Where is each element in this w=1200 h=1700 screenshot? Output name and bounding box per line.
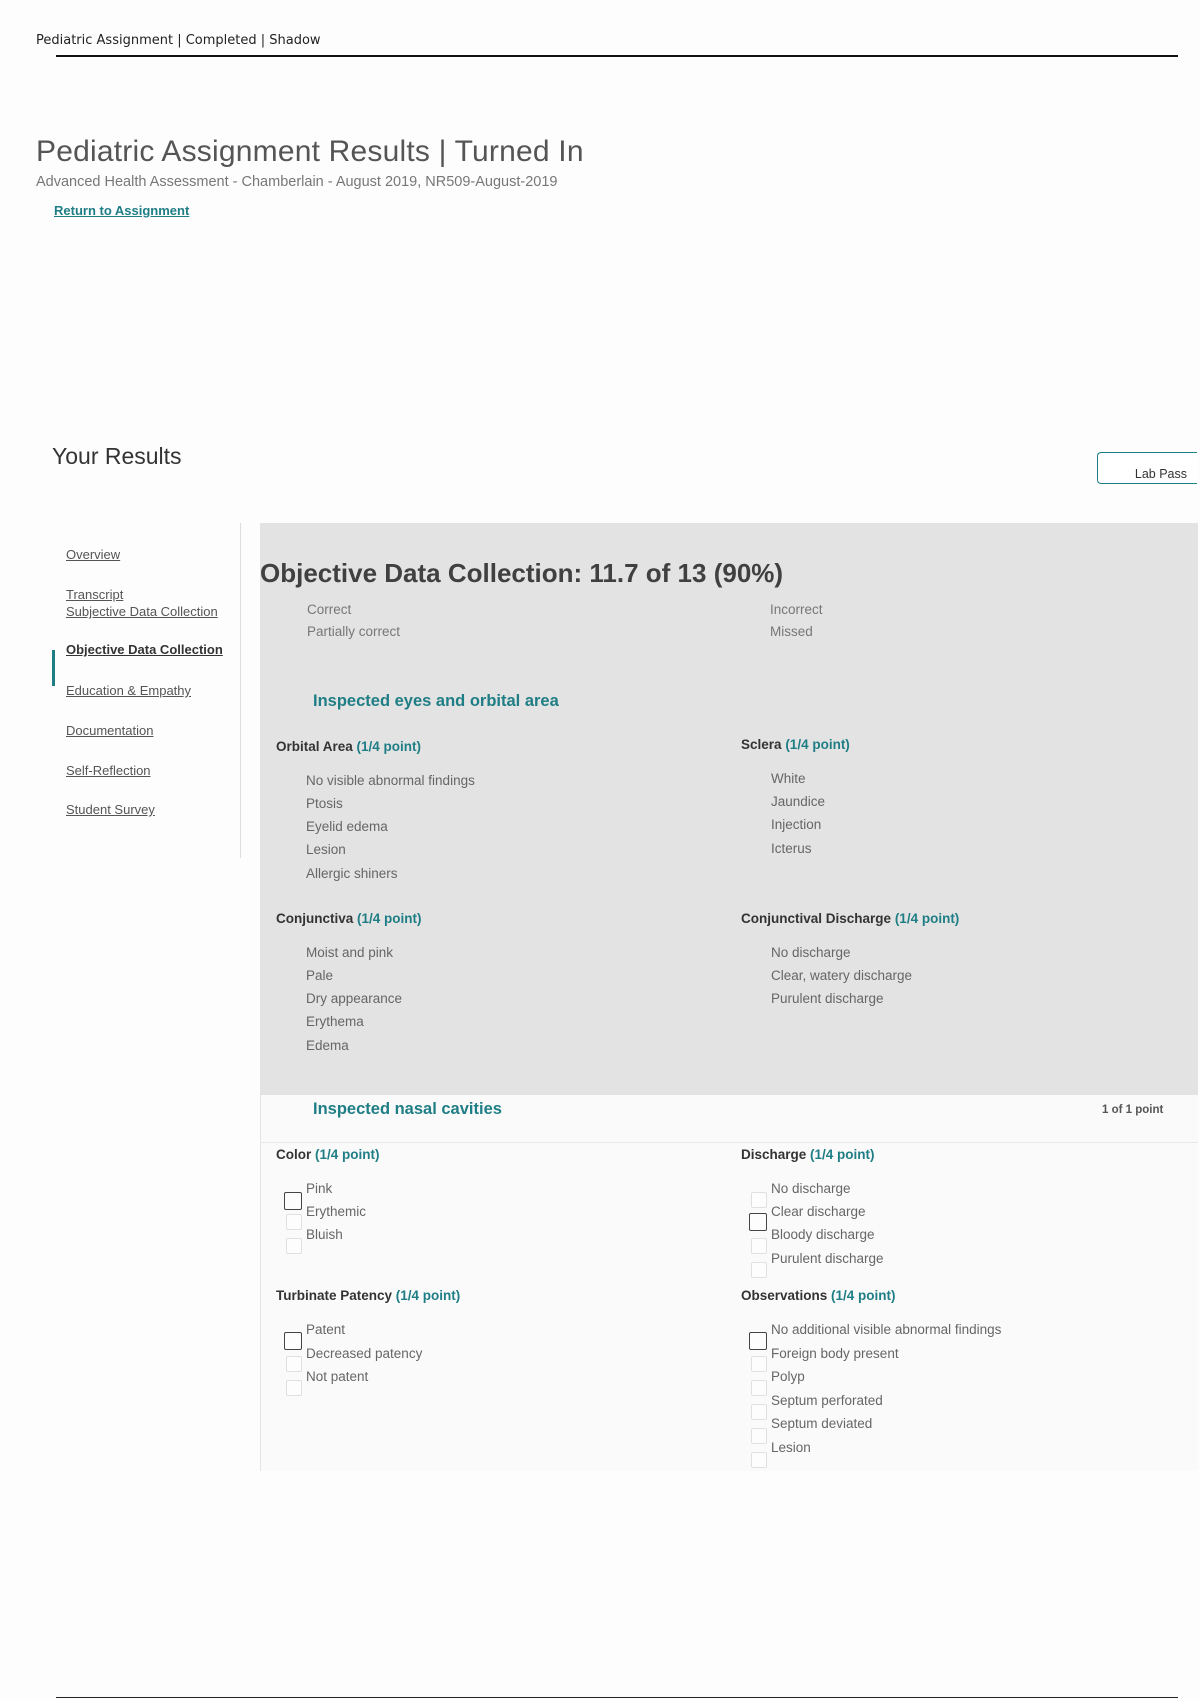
option-item: No discharge <box>771 1181 851 1196</box>
group-name: Observations <box>741 1288 828 1303</box>
checkbox[interactable] <box>751 1262 767 1278</box>
group-points: (1/4 point) <box>831 1288 896 1303</box>
group-name: Orbital Area <box>276 739 353 754</box>
option-item: Pink <box>306 1181 333 1196</box>
section-score: 1 of 1 point <box>1102 1104 1164 1116</box>
sidebar-item-student-survey[interactable]: Student Survey <box>66 802 155 817</box>
group-title-observations <box>741 1288 896 1303</box>
legend-missed: Missed <box>770 624 813 639</box>
group-points: (1/4 point) <box>315 1147 380 1162</box>
header-rule <box>56 55 1178 57</box>
sidebar-divider <box>240 523 241 858</box>
section-heading-nasal: Inspected nasal cavities <box>313 1100 502 1118</box>
group-name: Discharge <box>741 1147 807 1162</box>
checkbox[interactable] <box>751 1238 767 1254</box>
option-item: Erythemic <box>306 1204 367 1219</box>
group-name: Sclera <box>741 737 782 752</box>
option-item: Edema <box>306 1038 349 1053</box>
option-item: Icterus <box>771 841 812 856</box>
sidebar-item-self-reflection[interactable]: Self-Reflection <box>66 763 151 778</box>
option-item: Clear, watery discharge <box>771 968 913 983</box>
results-panel-lower <box>260 1095 1198 1471</box>
checkbox[interactable] <box>286 1356 302 1372</box>
option-item: No discharge <box>771 945 851 960</box>
option-item: No additional visible abnormal findings <box>771 1322 1002 1337</box>
checkbox[interactable] <box>751 1380 767 1396</box>
group-points: (1/4 point) <box>785 737 850 752</box>
option-item: No visible abnormal findings <box>306 773 475 788</box>
checkbox[interactable] <box>284 1192 302 1210</box>
print-header: Pediatric Assignment | Completed | Shadow <box>36 33 321 48</box>
group-points: (1/4 point) <box>894 911 960 926</box>
checkbox[interactable] <box>284 1332 302 1350</box>
group-title-discharge <box>741 1147 875 1162</box>
sidebar-item-documentation[interactable]: Documentation <box>66 723 154 738</box>
option-item: Purulent discharge <box>771 1251 884 1266</box>
checkbox[interactable] <box>751 1404 767 1420</box>
score-title: Objective Data Collection: 11.7 of 13 (90%) <box>260 558 784 588</box>
option-item: Eyelid edema <box>306 819 388 834</box>
checkbox[interactable] <box>749 1213 767 1231</box>
option-item: Polyp <box>771 1369 805 1384</box>
option-item: Erythema <box>306 1014 364 1029</box>
group-name: Conjunctiva <box>276 911 354 926</box>
sidebar-item-objective-data[interactable]: Objective Data Collection <box>66 642 223 657</box>
group-title-orbital-area <box>276 739 421 754</box>
results-heading: Your Results <box>52 443 182 469</box>
page-title: Pediatric Assignment Results | Turned In <box>36 135 584 168</box>
option-item: Septum deviated <box>771 1416 873 1431</box>
legend-partially-correct: Partially correct <box>307 624 401 639</box>
results-panel <box>260 523 1198 1095</box>
group-name: Color <box>276 1147 312 1162</box>
option-item: Lesion <box>771 1440 811 1455</box>
sidebar-item-subjective-data[interactable]: Subjective Data Collection <box>66 604 218 619</box>
sidebar-item-education-empathy[interactable]: Education & Empathy <box>66 683 192 698</box>
checkbox[interactable] <box>286 1238 302 1254</box>
checkbox[interactable] <box>751 1452 767 1468</box>
section-divider <box>260 1142 1198 1143</box>
return-to-assignment-link[interactable]: Return to Assignment <box>54 203 190 218</box>
course-subtitle: Advanced Health Assessment - Chamberlain - August 2019, NR509-August-2019 <box>36 174 558 190</box>
option-item: Bluish <box>306 1227 343 1242</box>
group-points: (1/4 point) <box>810 1147 875 1162</box>
sidebar-item-transcript[interactable]: Transcript <box>66 587 124 602</box>
checkbox[interactable] <box>751 1356 767 1372</box>
option-item: Patent <box>306 1322 346 1337</box>
footer-rule <box>56 1697 1178 1698</box>
checkbox[interactable] <box>749 1332 767 1350</box>
option-item: Dry appearance <box>306 991 403 1006</box>
legend-correct: Correct <box>307 602 352 617</box>
group-name: Conjunctival Discharge <box>741 911 892 926</box>
group-points: (1/4 point) <box>357 911 422 926</box>
checkbox[interactable] <box>751 1428 767 1444</box>
option-item: Not patent <box>306 1369 369 1384</box>
sidebar-item-overview[interactable]: Overview <box>66 547 121 562</box>
group-points: (1/4 point) <box>395 1288 461 1303</box>
option-item: Pale <box>306 968 334 983</box>
lab-pass-button[interactable]: Lab Pass <box>1097 452 1197 484</box>
option-item: Ptosis <box>306 796 343 811</box>
option-item: Purulent discharge <box>771 991 884 1006</box>
group-title-conjunctival-discharge <box>741 911 959 926</box>
group-points: (1/4 point) <box>356 739 422 754</box>
option-item: Moist and pink <box>306 945 394 960</box>
legend-incorrect: Incorrect <box>770 602 823 617</box>
option-item: Bloody discharge <box>771 1227 875 1242</box>
option-item: Clear discharge <box>771 1204 866 1219</box>
group-title-color <box>276 1147 380 1162</box>
option-item: Lesion <box>306 842 346 857</box>
checkbox[interactable] <box>286 1380 302 1396</box>
checkbox[interactable] <box>286 1214 302 1230</box>
option-item: Septum perforated <box>771 1393 883 1408</box>
option-item: Injection <box>771 817 822 832</box>
sidebar-active-indicator <box>52 650 55 686</box>
option-item: Jaundice <box>771 794 826 809</box>
section-heading-eyes: Inspected eyes and orbital area <box>313 692 559 710</box>
option-item: Allergic shiners <box>306 866 398 881</box>
option-item: White <box>771 771 806 786</box>
option-item: Foreign body present <box>771 1346 899 1361</box>
group-name: Turbinate Patency <box>276 1288 393 1303</box>
group-title-sclera <box>741 737 850 752</box>
option-item: Decreased patency <box>306 1346 423 1361</box>
group-title-turbinate-patency <box>276 1288 460 1303</box>
checkbox[interactable] <box>751 1192 767 1208</box>
group-title-conjunctiva <box>276 911 422 926</box>
